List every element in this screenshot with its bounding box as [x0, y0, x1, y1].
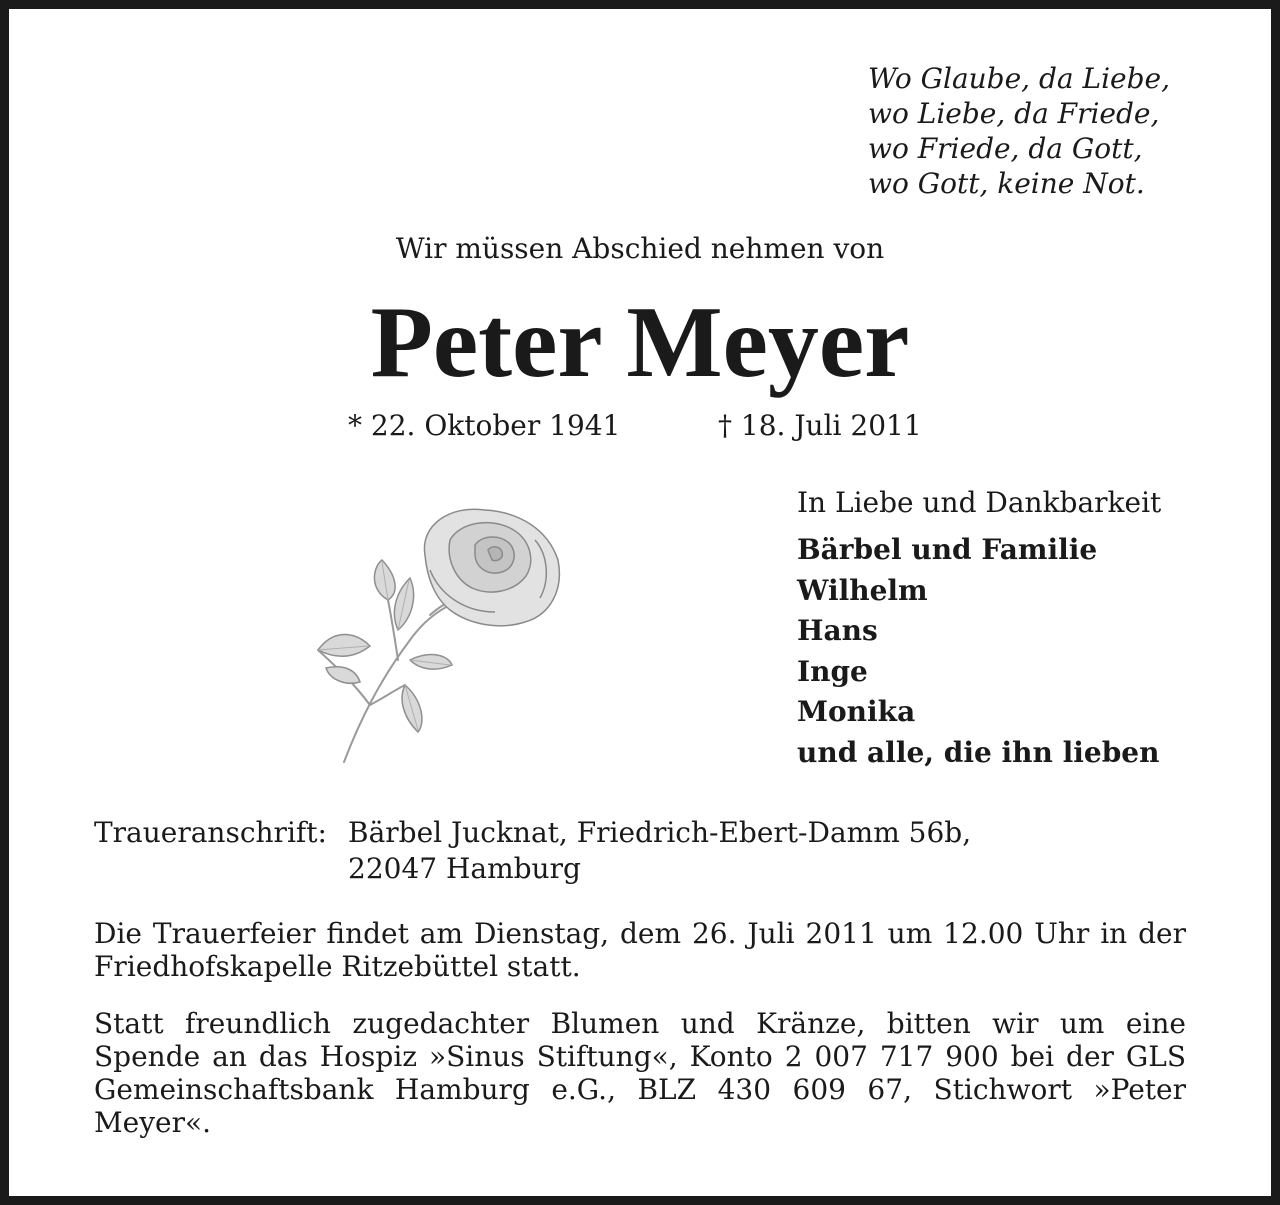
mourners-block: [797, 483, 1161, 773]
mourners-greeting: In Liebe und Dankbarkeit: [797, 486, 1162, 519]
deceased-name: Peter Meyer: [370, 286, 910, 399]
mourner-name: Wilhelm: [797, 573, 928, 607]
address-line-2: 22047 Hamburg: [348, 852, 581, 885]
motto-line: wo Gott, keine Not.: [868, 167, 1145, 200]
address-label: Traueranschrift:: [94, 816, 327, 849]
mourner-name: und alle, die ihn lieben: [797, 735, 1160, 769]
mourners-list: [797, 530, 1161, 773]
funeral-notice: Die Trauerfeier findet am Dienstag, dem 26. Juli 2011 um 12.00 Uhr in der Friedhofskapelle Ritzebüttel statt.: [94, 917, 1186, 983]
address-line-1: Bärbel Jucknat, Friedrich-Ebert-Damm 56b,: [348, 816, 972, 849]
mourner-name: Inge: [797, 654, 868, 688]
motto-line: wo Friede, da Gott,: [868, 132, 1143, 165]
motto-line: wo Liebe, da Friede,: [868, 97, 1160, 130]
mourning-address: [94, 815, 971, 887]
birth-date: * 22. Oktober 1941: [348, 409, 621, 442]
intro-text: Wir müssen Abschied nehmen von: [395, 232, 885, 265]
death-date: † 18. Juli 2011: [718, 409, 922, 442]
motto-verse: [868, 61, 1170, 201]
mourner-name: Hans: [797, 614, 878, 647]
motto-line: Wo Glaube, da Liebe,: [868, 62, 1171, 95]
mourner-name: Monika: [797, 695, 916, 728]
mourner-name: Bärbel und Familie: [797, 533, 1098, 566]
donation-notice: Statt freundlich zugedachter Blumen und Kränze, bitten wir um eine Spende an das Hospiz »Sinus Stiftung«, Konto 2 007 717 900 bei der GLS Gemeinschaftsbank Hamburg e.G., BLZ 430 609 67, Stichwort »Peter Meyer«.: [94, 1007, 1186, 1139]
rose-illustration: [300, 500, 580, 775]
